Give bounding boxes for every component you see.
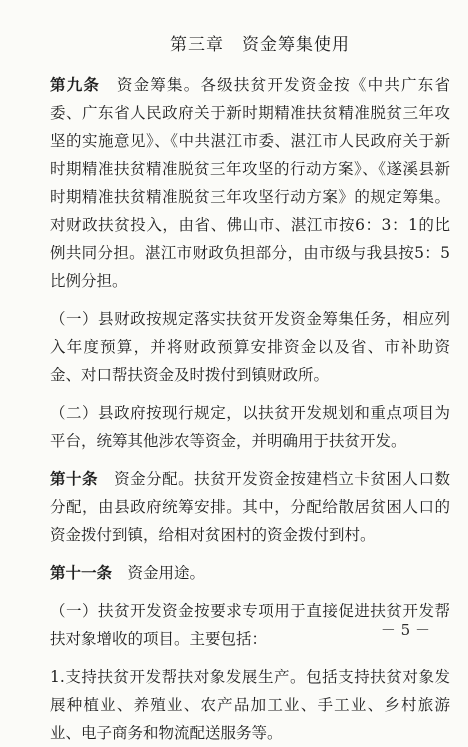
article-11-item-1: （一）扶贫开发资金按要求专项用于直接促进扶贫开发帮扶对象增收的项目。主要包括： — [50, 602, 450, 648]
article-11-text: 资金用途。 — [112, 564, 206, 582]
article-11-subitem-1: 1.支持扶贫开发帮扶对象发展生产。包括支持扶贫对象发展种植业、养殖业、农产品加工业、手工业、乡村旅游业、电子商务和物流配送服务等。 — [50, 668, 450, 742]
article-9-paragraph — [50, 71, 450, 295]
page-number: － 5 － — [380, 621, 430, 639]
chapter-title: 第三章 资金筹集使用 — [170, 35, 350, 55]
article-11-paragraph — [50, 559, 450, 587]
article-9-label: 第九条 — [50, 76, 101, 94]
article-11-label: 第十一条 — [50, 564, 113, 582]
article-9-item-2: （二）县政府按现行规定，以扶贫开发规划和重点项目为平台，统筹其他涉农等资金，并明确用于扶贫开发。 — [50, 404, 450, 450]
article-9-item-1: （一）县财政按规定落实扶贫开发资金筹集任务，相应列入年度预算，并将财政预算安排资金以及省、市补助资金、对口帮扶资金及时拨付到镇财政所。 — [50, 310, 450, 384]
article-10-paragraph — [50, 465, 450, 549]
article-9-text: 资金筹集。各级扶贫开发资金按《中共广东省委、广东省人民政府关于新时期精准扶贫精准脱贫三年攻坚的实施意见》、《中共湛江市委、湛江市人民政府关于新时期精准扶贫精准脱贫三年攻坚的行动方案》、《遂溪县新时期精准扶贫精准脱贫三年攻坚行动方案》的规定筹集。对财政扶贫投入，由省、佛山市、湛江市按6：3：1的比例共同分担。湛江市财政负担部分，由市级与我县按5：5比例分担。 — [50, 76, 450, 290]
article-10-label: 第十条 — [50, 470, 99, 488]
article-10-text: 资金分配。扶贫开发资金按建档立卡贫困人口数分配，由县政府统筹安排。其中，分配给散居贫困人口的资金拨付到镇，给相对贫困村的资金拨付到村。 — [50, 470, 450, 544]
